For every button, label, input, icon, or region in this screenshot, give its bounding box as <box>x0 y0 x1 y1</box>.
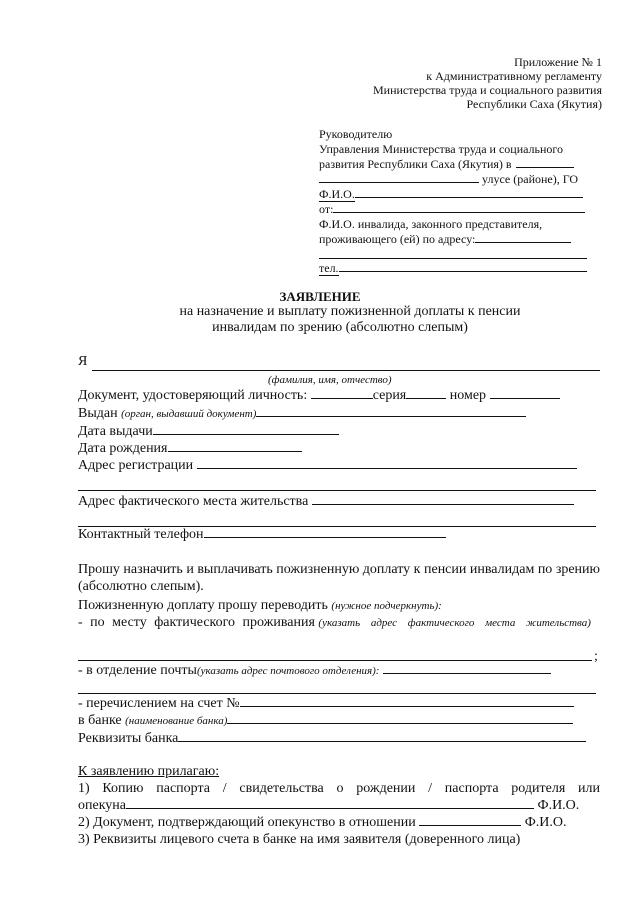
addressee-line4 <box>319 172 578 187</box>
document-subtitle1: на назначение и выплату пожизненной доплаты к пенсии <box>179 304 521 319</box>
birth-date-row <box>78 441 302 457</box>
bank-details-label: Реквизиты банка <box>78 731 179 746</box>
district-field[interactable] <box>319 181 479 183</box>
i-label: Я <box>78 354 88 369</box>
document-label: Документ, удостоверяющий личность: <box>78 388 308 403</box>
addressee-line3 <box>319 157 574 172</box>
guardian-fio-field[interactable] <box>126 807 534 809</box>
issued-by-field[interactable] <box>256 415 526 417</box>
ulus-field[interactable] <box>516 166 574 168</box>
applicant-address-row <box>319 232 571 247</box>
post-office-field[interactable] <box>383 672 551 674</box>
item2-fio-label: Ф.И.О. <box>524 815 567 830</box>
option1-label: - по месту фактического проживания <box>78 615 315 630</box>
document-row <box>78 388 560 404</box>
reg-address-label: Адрес регистрации <box>78 458 194 473</box>
issue-date-field[interactable] <box>153 433 339 435</box>
applicant-name-field[interactable] <box>92 370 600 371</box>
bank-label: в банке <box>78 713 122 728</box>
number-field[interactable] <box>490 397 560 399</box>
from-field[interactable] <box>333 211 585 213</box>
attachment-item1-line2 <box>78 798 579 814</box>
guardian-label: опекуна <box>78 798 127 813</box>
transfer-label: Пожизненную доплату прошу переводить <box>78 598 328 613</box>
from-label: от: <box>319 202 334 216</box>
head-fio-field[interactable] <box>355 196 583 198</box>
option2-label: - в отделение почты <box>78 663 197 678</box>
appendix-number: Приложение № 1 <box>514 55 602 69</box>
request-text: Прошу назначить и выплачивать пожизненную доплату к пенсии инвалидам по зрению (абсолютно слепым). <box>78 562 600 594</box>
birth-date-label: Дата рождения <box>78 441 168 456</box>
series-field[interactable] <box>406 397 446 399</box>
post-office-field-line2[interactable] <box>78 693 596 694</box>
option3-label: - перечислением на счет № <box>78 696 240 711</box>
document-subtitle2: инвалидам по зрению (абсолютно слепым) <box>212 320 468 335</box>
number-label: номер <box>449 388 487 403</box>
option1-row[interactable] <box>78 615 600 631</box>
fio-hint: (фамилия, имя, отчество) <box>268 374 392 386</box>
reg-address-field-line2[interactable] <box>78 490 596 491</box>
bank-row <box>78 713 573 729</box>
addressee-line3-text: развития Республики Саха (Якутия) в <box>319 157 512 171</box>
series-label: серия <box>372 388 407 403</box>
option2-row[interactable] <box>78 663 551 679</box>
district-suffix: улусе (районе), ГО <box>482 172 579 186</box>
account-number-field[interactable] <box>240 705 574 707</box>
issued-hint: (орган, выдавший документ) <box>121 408 257 420</box>
issue-date-label: Дата выдачи <box>78 424 153 439</box>
bank-hint: (наименование банка) <box>125 715 228 727</box>
addressee-fio-row <box>319 187 583 202</box>
appendix-ministry: Министерства труда и социального развития <box>372 83 602 97</box>
appendix-regulation: к Административному регламенту <box>426 69 602 83</box>
tel-row <box>319 261 587 276</box>
addressee-from-row <box>319 202 585 217</box>
i-row <box>78 354 87 370</box>
option1-address-field[interactable] <box>78 660 592 661</box>
reg-address-row <box>78 458 577 474</box>
birth-date-field[interactable] <box>168 450 302 452</box>
tel-field[interactable] <box>339 270 587 272</box>
addressee-line1: Руководителю <box>319 127 393 141</box>
bank-name-field[interactable] <box>227 722 573 724</box>
applicant-hint1: Ф.И.О. инвалида, законного представителя, <box>319 217 543 231</box>
document-title: ЗАЯВЛЕНИЕ <box>279 289 361 304</box>
phone-label: Контактный телефон <box>78 527 204 542</box>
tel-label: тел. <box>319 261 339 275</box>
issued-label: Выдан <box>78 406 118 421</box>
applicant-address-line2[interactable] <box>319 258 587 259</box>
actual-address-field[interactable] <box>312 503 574 505</box>
attachment-item1-line1: 1) Копию паспорта / свидетельства о рождении / паспорта родителя или <box>78 781 600 796</box>
issue-date-row <box>78 424 339 440</box>
phone-field[interactable] <box>204 536 446 538</box>
transfer-hint: (нужное подчеркнуть): <box>331 600 442 612</box>
ward-field[interactable] <box>419 824 521 826</box>
attachment-item3: 3) Реквизиты лицевого счета в банке на имя заявителя (доверенного лица) <box>78 832 521 847</box>
applicant-address-label: проживающего (ей) по адресу: <box>319 232 476 246</box>
actual-address-row <box>78 494 574 510</box>
transfer-row <box>78 598 442 614</box>
item1-fio-label: Ф.И.О. <box>537 798 580 813</box>
reg-address-field[interactable] <box>197 467 577 469</box>
option1-hint: (указать адрес фактического места жительства) <box>318 617 591 629</box>
bank-details-field[interactable] <box>178 740 586 742</box>
addressee-line2: Управления Министерства труда и социального <box>319 142 564 156</box>
option1-end: ; <box>594 649 598 664</box>
bank-details-row <box>78 731 586 747</box>
phone-row <box>78 527 446 543</box>
actual-address-label: Адрес фактического места жительства <box>78 494 309 509</box>
item2-text: 2) Документ, подтверждающий опекунство в отношении <box>78 815 416 830</box>
option2-hint: (указать адрес почтового отделения): <box>196 665 380 677</box>
issued-row <box>78 406 526 422</box>
fio-label: Ф.И.О. <box>319 187 355 201</box>
applicant-address-field[interactable] <box>475 241 571 243</box>
document-type-field[interactable] <box>311 397 373 399</box>
attachment-item2 <box>78 815 567 831</box>
appendix-republic: Республики Саха (Якутия) <box>466 97 602 111</box>
option3-row[interactable] <box>78 696 574 712</box>
attachments-heading: К заявлению прилагаю: <box>78 764 220 779</box>
